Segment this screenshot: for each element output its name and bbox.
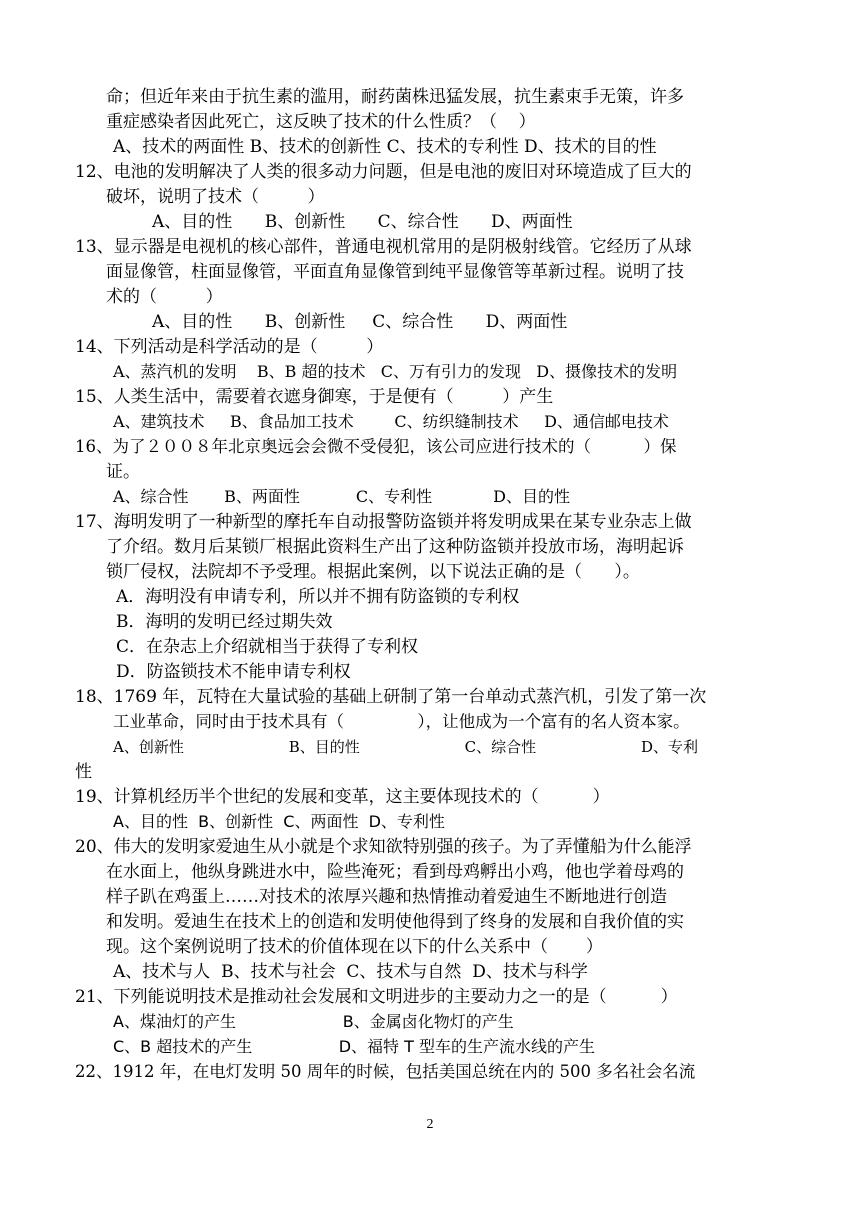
text-line: 破坏，说明了技术（ ）	[106, 187, 325, 207]
option-17-a: A．海明没有申请专利，所以并不拥有防盗锁的专利权	[116, 587, 520, 607]
option-17-c: C．在杂志上介绍就相当于获得了专利权	[116, 637, 419, 657]
question-12: 12、电池的发明解决了人类的很多动力问题，但是电池的废旧对环境造成了巨大的	[75, 162, 692, 182]
text-line: 面显像管，柱面显像管，平面直角显像管到纯平显像管等革新过程。说明了技	[106, 262, 684, 282]
options-16: A、综合性 B、两面性 C、专利性 D、目的性	[113, 487, 570, 506]
text-line: 性	[75, 762, 92, 782]
question-15: 15、人类生活中，需要着衣遮身御寒，于是便有（ ）产生	[75, 387, 554, 407]
options-20: A、技术与人 B、技术与社会 C、技术与自然 D、技术与科学	[113, 962, 588, 982]
options-19: A、目的性 B、创新性 C、两面性 D、专利性	[113, 812, 445, 831]
option-17-b: B．海明的发明已经过期失效	[116, 612, 333, 632]
text-line: 了介绍。数月后某锁厂根据此资料生产出了这种防盗锁并投放市场，海明起诉	[106, 537, 684, 557]
text-line: 和发明。爱迪生在技术上的创造和发明使他得到了终身的发展和自我价值的实	[106, 912, 684, 932]
page-number: 2	[426, 1117, 434, 1132]
question-19: 19、计算机经历半个世纪的发展和变革，这主要体现技术的（ ）	[75, 787, 610, 807]
question-22: 22、1912 年，在电灯发明 50 周年的时候，包括美国总统在内的 500 多名社会名流	[75, 1062, 696, 1081]
text-line: 证。	[106, 462, 140, 482]
question-13: 13、显示器是电视机的核心部件，普通电视机常用的是阴极射线管。它经历了从球	[75, 237, 692, 257]
question-14: 14、下列活动是科学活动的是（ ）	[75, 337, 384, 357]
text-line: 命；但近年来由于抗生素的滥用，耐药菌株迅猛发展，抗生素束手无策，许多	[106, 87, 684, 107]
question-18: 18、1769 年，瓦特在大量试验的基础上研制了第一台单动式蒸汽机，引发了第一次	[75, 687, 707, 707]
question-20: 20、伟大的发明家爱迪生从小就是个求知欲特别强的孩子。为了弄懂船为什么能浮	[75, 837, 692, 857]
options-21-ab: A、煤油灯的产生 B、金属卤化物灯的产生	[113, 1012, 514, 1031]
question-21: 21、下列能说明技术是推动社会发展和文明进步的主要动力之一的是（ ）	[75, 987, 678, 1007]
question-16: 16、为了２００８年北京奥远会会微不受侵犯，该公司应进行技术的（ ）保	[75, 437, 677, 456]
options-12: A、目的性 B、创新性 C、综合性 D、两面性	[152, 212, 573, 232]
text-line: 样子趴在鸡蛋上……对技术的浓厚兴趣和热情推动着爱迪生不断地进行创造	[106, 887, 667, 907]
option-17-d: D．防盗锁技术不能申请专利权	[116, 662, 351, 682]
text-line: A、技术的两面性 B、技术的创新性 C、技术的专利性 D、技术的目的性	[113, 137, 657, 157]
text-line: 术的（ ）	[106, 287, 223, 307]
options-21-cd: C、B 超技术的产生 D、福特 T 型车的生产流水线的产生	[113, 1037, 595, 1056]
text-line: 工业革命，同时由于技术具有（ ），让他成为一个富有的名人资本家。	[113, 712, 690, 731]
options-18: A、创新性 B、目的性 C、综合性 D、专利	[113, 738, 699, 756]
options-13: A、目的性 B、创新性 C、综合性 D、两面性	[152, 312, 568, 332]
text-line: 在水面上，他纵身跳进水中，险些淹死；看到母鸡孵出小鸡，他也学着母鸡的	[106, 862, 684, 882]
options-14: A、蒸汽机的发明 B、B 超的技术 C、万有引力的发现 D、摄像技术的发明	[113, 362, 678, 381]
question-17: 17、海明发明了一种新型的摩托车自动报警防盗锁并将发明成果在某专业杂志上做	[75, 512, 692, 532]
text-line: 现。这个案例说明了技术的价值体现在以下的什么关系中（ ）	[106, 937, 603, 957]
options-15: A、建筑技术 B、食品加工技术 C、纺织缝制技术 D、通信邮电技术	[113, 412, 669, 431]
text-line: 锁厂侵权，法院却不予受理。根据此案例，以下说法正确的是（ ）。	[106, 562, 640, 582]
text-line: 重症感染者因此死亡，这反映了技术的什么性质？（ ）	[106, 112, 536, 132]
